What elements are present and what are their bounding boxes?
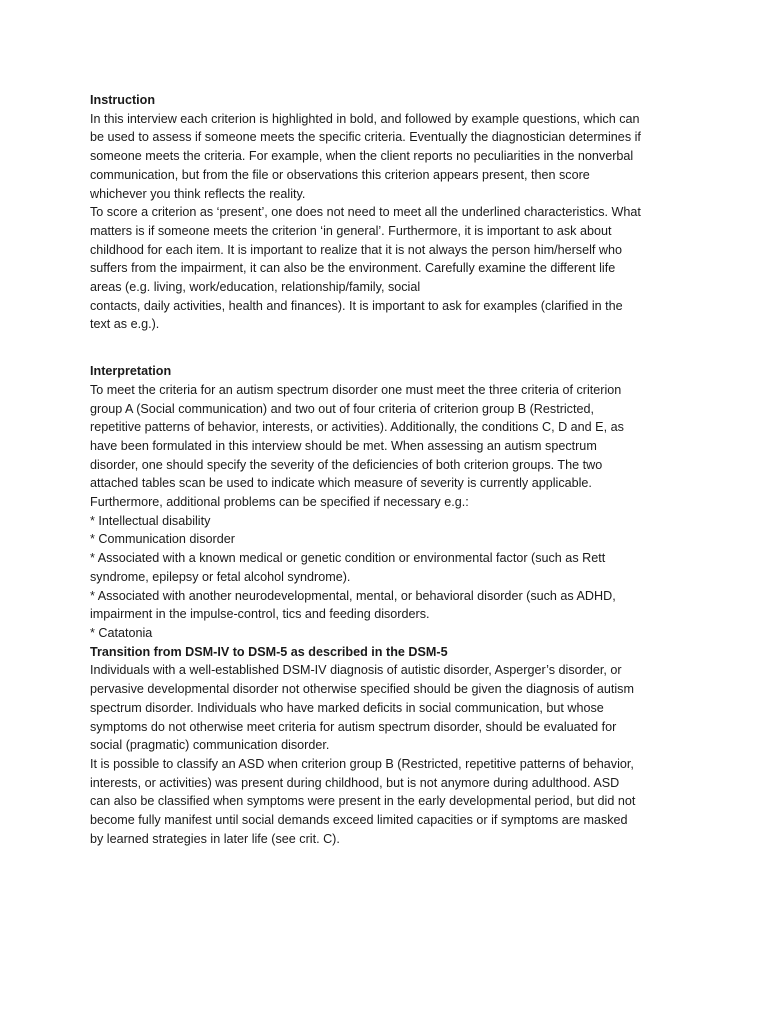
text-line: can also be classified when symptoms were present in the early developmental period, but did not xyxy=(90,794,636,809)
text-line: * Catatonia xyxy=(90,625,153,640)
text-line: Individuals with a well-established DSM-IV diagnosis of autistic disorder, Asperger’s disorder, or xyxy=(90,663,622,678)
text-line: matters is if someone meets the criterion ‘in general’. Furthermore, it is important to ask about xyxy=(90,223,612,238)
interpretation-heading: Interpretation xyxy=(90,364,172,379)
text-line: areas (e.g. living, work/education, relationship/family, social xyxy=(90,280,421,295)
text-line: symptoms do not otherwise meet criteria for autism spectrum disorder, should be evaluated for xyxy=(90,719,617,734)
text-line: suffers from the impairment, it can also be the environment. Carefully examine the different life xyxy=(90,261,616,276)
transition-paragraph-2 xyxy=(90,755,682,849)
text-line: whichever you think reflects the reality. xyxy=(90,186,306,201)
text-line: have been formulated in this interview should be met. When assessing an autism spectrum xyxy=(90,438,597,453)
instruction-section xyxy=(90,91,682,334)
interpretation-paragraph xyxy=(90,381,682,512)
text-line: interests, or activities) was present during childhood, but is not anymore during adulthood. ASD xyxy=(90,775,620,790)
text-line: someone meets the criteria. For example, when the client reports no peculiarities in the nonverbal xyxy=(90,149,634,164)
text-line: In this interview each criterion is highlighted in bold, and followed by example questions, which can xyxy=(90,111,640,126)
text-line: Furthermore, additional problems can be specified if necessary e.g.: xyxy=(90,495,469,510)
text-line: text as e.g.). xyxy=(90,317,160,332)
text-line: * Associated with another neurodevelopmental, mental, or behavioral disorder (such as ADHD, xyxy=(90,588,616,603)
text-line: group A (Social communication) and two out of four criteria of criterion group B (Restricted, xyxy=(90,401,594,416)
additional-problems-list xyxy=(90,512,682,643)
text-line: by learned strategies in later life (see crit. C). xyxy=(90,831,340,846)
list-item xyxy=(90,549,682,586)
text-line: social (pragmatic) communication disorder. xyxy=(90,738,330,753)
list-item xyxy=(90,512,682,531)
text-line: become fully manifest until social demands exceed limited capacities or if symptoms are masked xyxy=(90,813,628,828)
text-line: communication, but from the file or observations this criterion appears present, then score xyxy=(90,167,590,182)
transition-paragraph-1 xyxy=(90,661,682,755)
transition-heading: Transition from DSM-IV to DSM-5 as described in the DSM-5 xyxy=(90,644,448,659)
list-item xyxy=(90,530,682,549)
text-line: pervasive developmental disorder not otherwise specified should be given the diagnosis of autism xyxy=(90,682,634,697)
text-line: disorder, one should specify the severity of the deficiencies of both criterion groups. The two xyxy=(90,457,603,472)
instruction-paragraph-2 xyxy=(90,203,682,334)
text-line: It is possible to classify an ASD when criterion group B (Restricted, repetitive patterns of behavior, xyxy=(90,756,634,771)
text-line: spectrum disorder. Individuals who have marked deficits in social communication, but whose xyxy=(90,700,604,715)
list-item xyxy=(90,587,682,624)
document-page xyxy=(90,91,682,848)
list-item xyxy=(90,624,682,643)
text-line: repetitive patterns of behavior, interests, or activities). Additionally, the conditions C, D and E, as xyxy=(90,420,624,435)
text-line: To score a criterion as ‘present’, one does not need to meet all the underlined characteristics. What xyxy=(90,205,641,220)
text-line: attached tables scan be used to indicate which measure of severity is currently applicable. xyxy=(90,476,592,491)
text-line: syndrome, epilepsy or fetal alcohol syndrome). xyxy=(90,569,351,584)
text-line: * Associated with a known medical or genetic condition or environmental factor (such as Rett xyxy=(90,551,606,566)
text-line: childhood for each item. It is important to realize that it is not always the person him/herself who xyxy=(90,242,622,257)
text-line: * Intellectual disability xyxy=(90,513,211,528)
transition-section xyxy=(90,643,682,849)
text-line: contacts, daily activities, health and finances). It is important to ask for examples (clarified in the xyxy=(90,298,623,313)
instruction-paragraph-1 xyxy=(90,110,682,204)
section-spacer xyxy=(90,334,682,362)
text-line: To meet the criteria for an autism spectrum disorder one must meet the three criteria of criterion xyxy=(90,382,622,397)
instruction-heading: Instruction xyxy=(90,93,156,107)
interpretation-section xyxy=(90,362,682,643)
text-line: * Communication disorder xyxy=(90,532,235,547)
text-line: impairment in the impulse-control, tics and feeding disorders. xyxy=(90,607,430,622)
text-line: be used to assess if someone meets the specific criteria. Eventually the diagnostician determines if xyxy=(90,130,641,145)
